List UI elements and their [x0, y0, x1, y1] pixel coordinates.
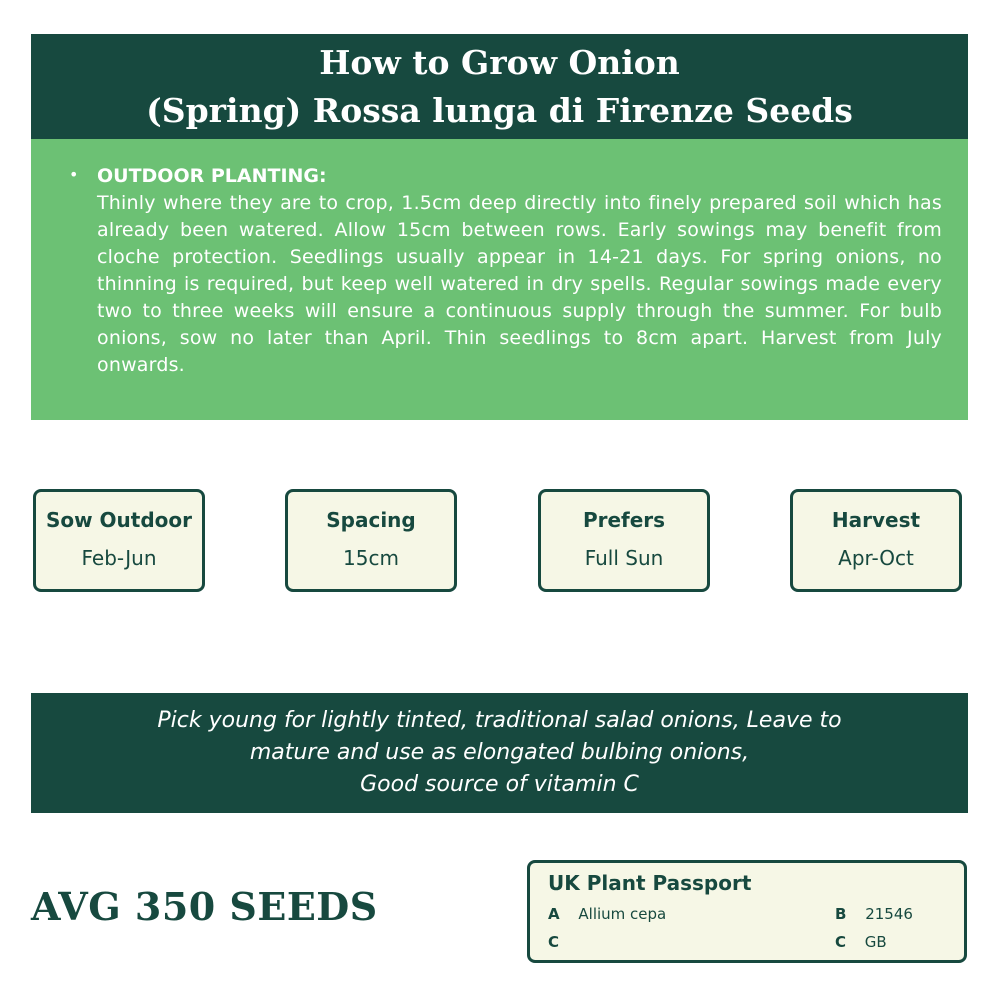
- passport-letter-a: A: [548, 905, 560, 923]
- passport-field-d: [835, 933, 887, 951]
- sow-outdoor-value: Feb-Jun: [81, 546, 157, 570]
- passport-value-a: Allium cepa: [578, 905, 667, 923]
- tagline-line-2: mature and use as elongated bulbing onions,: [249, 740, 750, 765]
- planting-instructions: Thinly where they are to crop, 1.5cm deep directly into finely prepared soil which has already been watered. Allow 15cm between rows. Early sowings may benefit from cloche protection. Seedlings usually appear in 14-21 days. For spring onions, no thinning is required, but keep well watered in dry spells. Regular sowings made every two to three weeks will ensure a continuous supply through the summer. For bulb onions, sow no later than April. Thin seedlings to 8cm apart. Harvest from July onwards.: [97, 192, 942, 376]
- page-header: [31, 34, 968, 139]
- tagline-banner: [31, 693, 968, 813]
- passport-letter-b: B: [835, 905, 847, 923]
- passport-letter-d: C: [835, 933, 847, 951]
- tagline-line-3: Good source of vitamin C: [360, 772, 639, 797]
- planting-list: [67, 163, 942, 379]
- header-title-line-1: How to Grow Onion: [319, 42, 680, 82]
- passport-letter-c: C: [548, 933, 560, 951]
- prefers-value: Full Sun: [584, 546, 664, 570]
- harvest-box: [790, 489, 962, 592]
- passport-field-b: [835, 905, 913, 923]
- info-row: [0, 489, 1000, 593]
- spacing-box: [285, 489, 457, 592]
- tagline-line-1: Pick young for lightly tinted, traditional salad onions, Leave to: [157, 708, 842, 733]
- outdoor-planting-panel: [31, 139, 968, 420]
- harvest-value: Apr-Oct: [838, 546, 914, 570]
- sow-outdoor-label: Sow Outdoor: [45, 508, 193, 532]
- seed-count: AVG 350 SEEDS: [31, 884, 378, 929]
- passport-value-d: GB: [864, 933, 887, 951]
- spacing-value: 15cm: [343, 546, 399, 570]
- passport-field-a: [548, 905, 666, 923]
- passport-value-b: 21546: [865, 905, 913, 923]
- spacing-label: Spacing: [326, 508, 416, 532]
- plant-passport: [527, 860, 967, 963]
- header-title-line-2: (Spring) Rossa lunga di Firenze Seeds: [146, 90, 853, 130]
- planting-title: • OUTDOOR PLANTING:: [97, 165, 327, 187]
- planting-list-item: [67, 163, 942, 379]
- prefers-box: [538, 489, 710, 592]
- prefers-label: Prefers: [582, 508, 666, 532]
- passport-field-c: [548, 933, 573, 951]
- passport-title: UK Plant Passport: [548, 871, 752, 895]
- sow-outdoor-box: [33, 489, 205, 592]
- harvest-label: Harvest: [831, 508, 921, 532]
